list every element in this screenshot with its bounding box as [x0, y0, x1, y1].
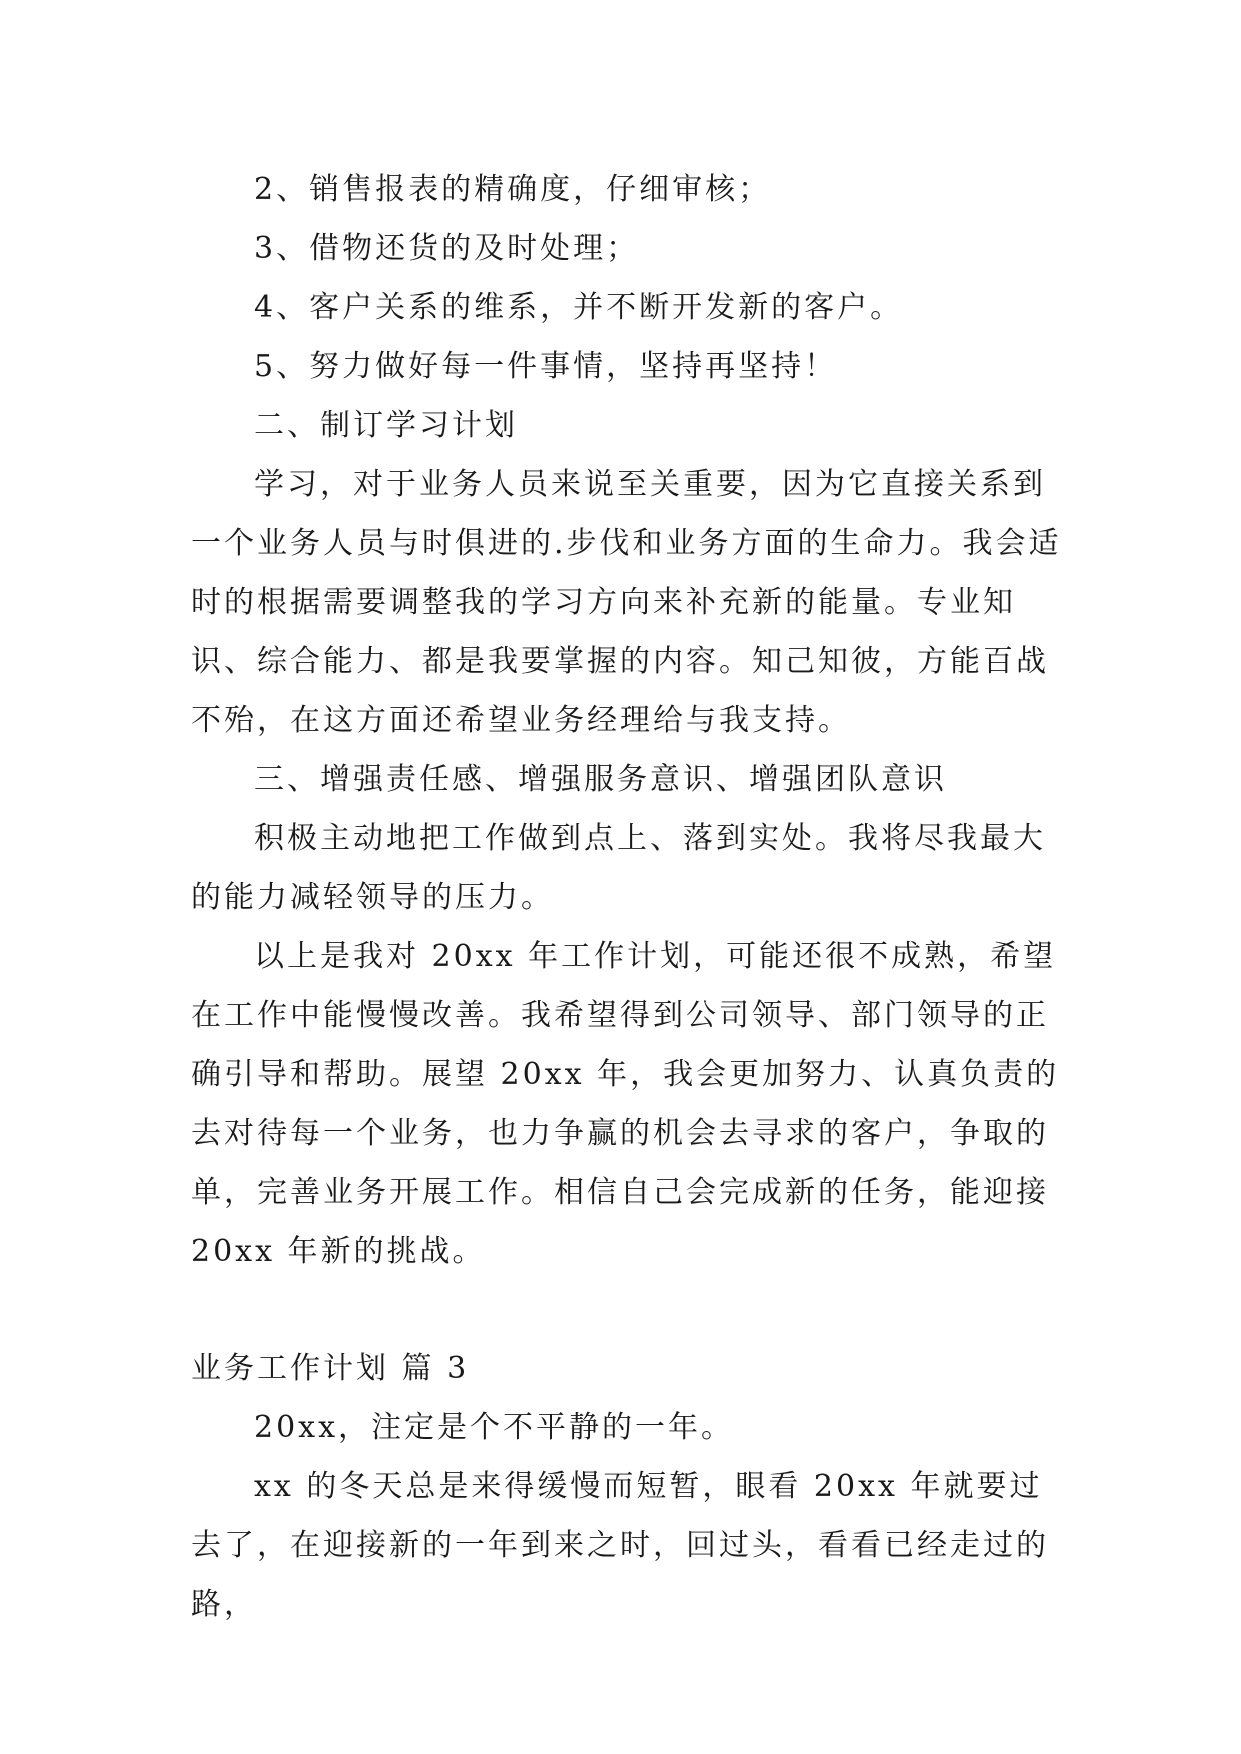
paragraph: 学习，对于业务人员来说至关重要，因为它直接关系到一个业务人员与时俱进的.步伐和业务方面的生命力。我会适时的根据需要调整我的学习方向来补充新的能量。专业知识、综合能力、都是我要掌握的内容。知己知彼，方能百战不殆，在这方面还希望业务经理给与我支持。 [191, 467, 1062, 738]
paragraph: 20xx，注定是个不平静的一年。 [254, 1410, 735, 1445]
list-item: 2、销售报表的精确度，仔细审核； [254, 172, 772, 207]
subheading-study-plan: 二、制订学习计划 [254, 408, 518, 443]
list-item: 5、努力做好每一件事情，坚持再坚持！ [254, 349, 838, 384]
subheading-responsibility: 三、增强责任感、增强服务意识、增强团队意识 [254, 762, 947, 797]
list-item: 4、客户关系的维系，并不断开发新的客户。 [254, 290, 904, 325]
paragraph: 以上是我对 20xx 年工作计划，可能还很不成熟，希望在工作中能慢慢改善。我希望得到公司领导、部门领导的正确引导和帮助。展望 20xx 年，我会更加努力、认真负责的去对待每一个业务，也力争赢的机会去寻求的客户，争取的单，完善业务开展工作。相信自己会完成新的任务，能迎接 20xx 年新的挑战。 [191, 939, 1060, 1269]
paragraph: 积极主动地把工作做到点上、落到实处。我将尽我最大的能力减轻领导的压力。 [191, 821, 1046, 915]
list-item: 3、借物还货的及时处理； [254, 231, 640, 266]
paragraph: xx 的冬天总是来得缓慢而短暂，眼看 20xx 年就要过去了，在迎接新的一年到来之时，回过头，看看已经走过的路， [191, 1469, 1049, 1622]
document-body [191, 160, 1063, 1634]
section-heading: 业务工作计划 篇 3 [191, 1351, 470, 1386]
